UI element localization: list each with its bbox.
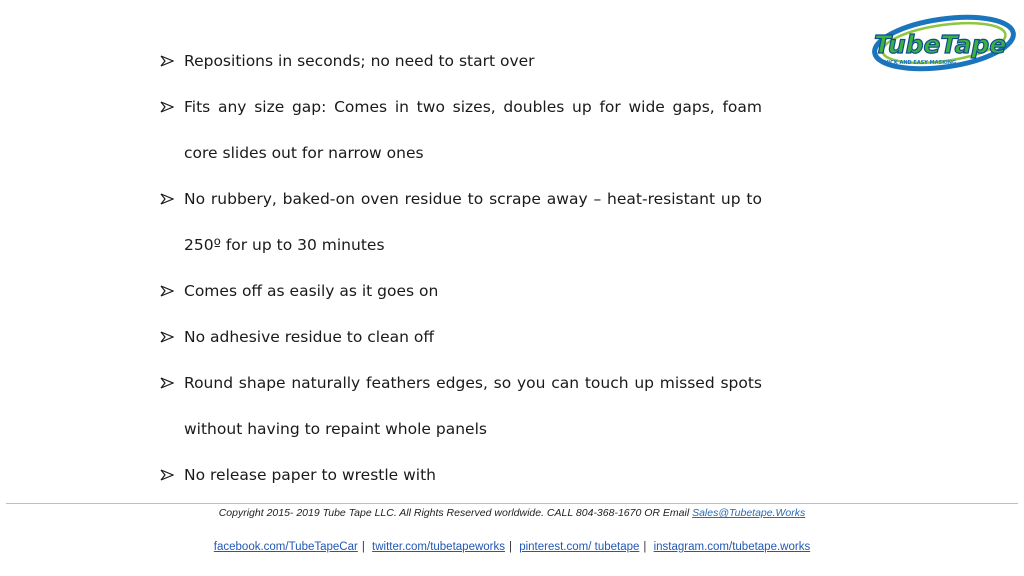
arrow-bullet-icon [160,377,174,389]
feature-text: Fits any size gap: Comes in two sizes, doubles up for wide gaps, foam core slides out for narrow ones [184,98,762,162]
feature-list [160,38,762,498]
feature-item [160,452,762,498]
tubetape-logo [868,14,1016,72]
arrow-bullet-icon [160,55,174,67]
arrow-bullet-icon [160,101,174,113]
facebook-link[interactable]: facebook.com/TubeTapeCar [213,541,358,553]
link-separator: | [361,541,365,553]
link-separator: | [509,541,512,553]
copyright-line [0,507,1024,519]
pinterest-link[interactable]: pinterest.com/ tubetape [519,541,640,553]
feature-item [160,176,762,268]
feature-item [160,314,762,360]
feature-text: Round shape naturally feathers edges, so you can touch up missed spots without having to repaint whole panels [184,374,762,438]
twitter-link[interactable]: twitter.com/tubetapeworks [372,541,505,553]
feature-text: No rubbery, baked-on oven residue to scrape away – heat-resistant up to 250º for up to 30 minutes [184,190,762,254]
footer-divider [6,503,1018,504]
feature-item [160,268,762,314]
feature-item [160,360,762,452]
instagram-link[interactable]: instagram.com/tubetape.works [653,541,811,553]
feature-text: No adhesive residue to clean off [184,328,435,346]
feature-text: Repositions in seconds; no need to start over [184,52,535,70]
arrow-bullet-icon [160,285,174,297]
feature-text: Comes off as easily as it goes on [184,282,439,300]
email-link[interactable]: Sales@Tubetape.Works [692,507,806,519]
feature-item [160,84,762,176]
copyright-text: Copyright 2015- 2019 Tube Tape LLC. All Rights Reserved worldwide. CALL 804-368-1670 OR Email [218,507,690,519]
feature-text: No release paper to wrestle with [184,466,437,484]
link-separator: | [643,541,647,553]
feature-item [160,38,762,84]
arrow-bullet-icon [160,331,174,343]
logo-tagline: QUICK AND EASY MASKING [880,60,957,66]
social-links [0,541,1024,553]
logo-wordmark: TubeTape [874,30,1007,59]
arrow-bullet-icon [160,193,174,205]
arrow-bullet-icon [160,469,174,481]
